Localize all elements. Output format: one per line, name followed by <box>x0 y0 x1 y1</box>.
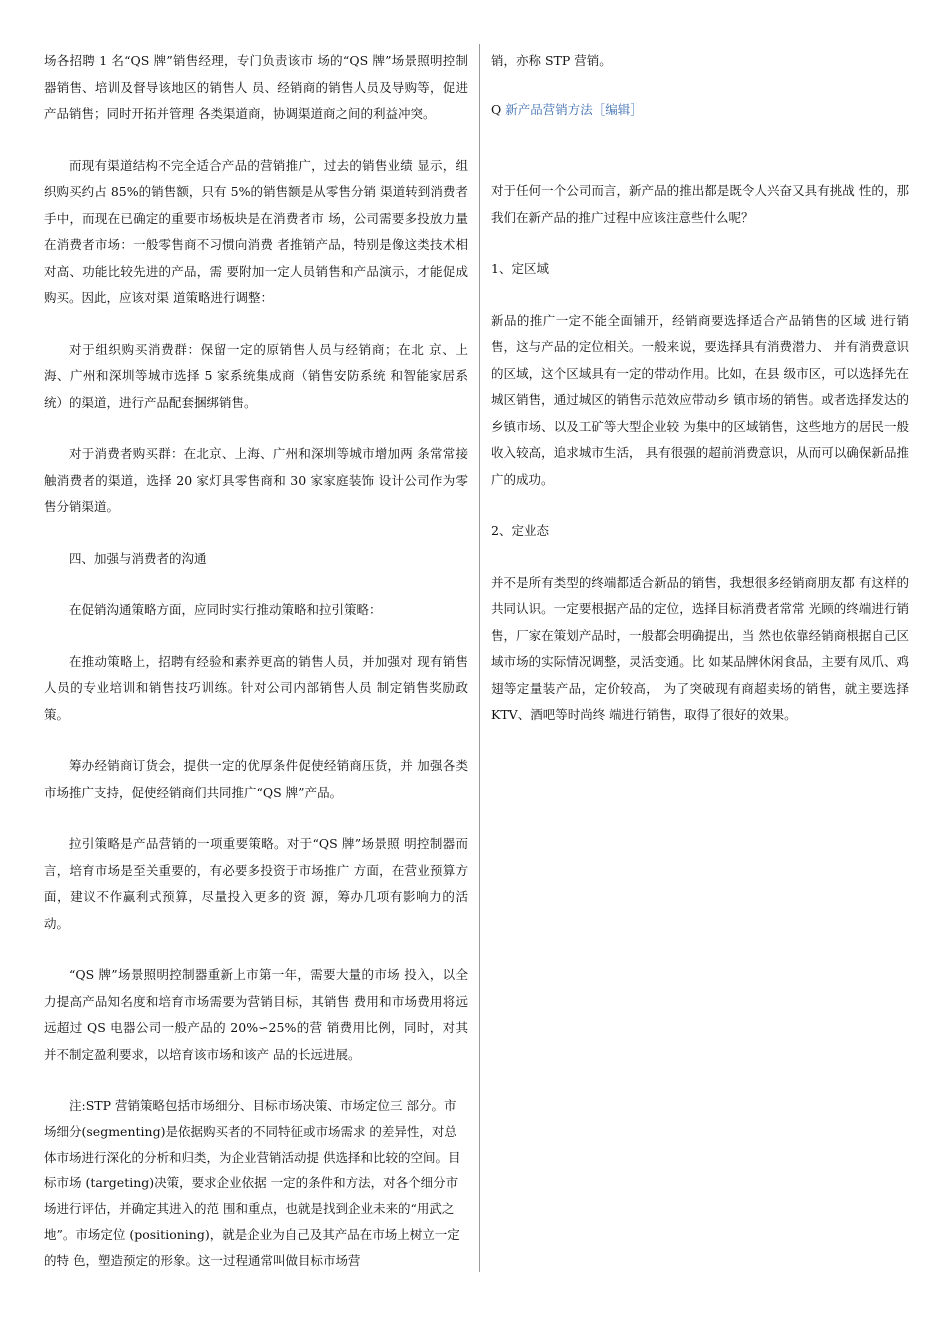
paragraph: 对于组织购买消费群：保留一定的原销售人员与经销商；在北 京、上海、广州和深圳等城市选择 5 家系统集成商（销售安防系统 和智能家居系统）的渠道，进行产品配套捆绑销售。 <box>44 341 468 410</box>
section-heading: 四、加强与消费者的沟通 <box>69 550 207 566</box>
paragraph: 筹办经销商订货会，提供一定的优厚条件促使经销商压货，并 加强各类市场推广支持，促使经销商们共同推广“QS 牌”产品。 <box>44 758 468 800</box>
paragraph: 对于消费者购买群：在北京、上海、广州和深圳等城市增加两 条常常接触消费者的渠道，选择 20 家灯具零售商和 30 家家庭装饰 设计公司作为零售分销渠道。 <box>44 446 468 514</box>
paragraph: “QS 牌”场景照明控制器重新上市第一年，需要大量的市场 投入，以全力提高产品知名度和培育市场需要为营销目标，其销售 费用和市场费用将远远超过 QS 电器公司一般产品的 20%∽25%的营 销费用比例，同时，对其并不制定盈利要求，以培育该市场和该产 品的长远进展。 <box>44 967 468 1062</box>
paragraph: 并不是所有类型的终端都适合新品的销售，我想很多经销商朋友都 有这样的共同认识。一定要根据产品的定位，选择目标消费者常常 光顾的终端进行销售，厂家在策划产品时，一般都会明确提出，当 然也依靠经销商根据自己区域市场的实际情况调整，灵活变通。比 如某品牌休闲食品，主要有凤爪、鸡翅等定量装产品，定价较高， 为了突破现有商超卖场的销售，就主要选择 KTV、酒吧等时尚终 端进行销售，取得了很好的效果。 <box>491 574 909 722</box>
column-divider <box>479 44 480 1272</box>
paragraph: 场各招聘 1 名“QS 牌”销售经理，专门负责该市 场的“QS 牌”场景照明控制器销售、培训及督导该地区的销售人 员、经销商的销售人员及导购等，促进产品销售；同时开拓并管理 各类渠道商，协调渠道商之间的利益冲突。 <box>44 53 468 121</box>
section-heading <box>491 97 909 124</box>
right-column <box>491 48 909 729</box>
edit-section-link[interactable]: 新产品营销方法［编辑］ <box>505 101 643 117</box>
paragraph: 在推动策略上，招聘有经验和素养更高的销售人员，并加强对 现有销售人员的专业培训和销售技巧训练。针对公司内部销售人员 制定销售奖励政策。 <box>44 653 468 722</box>
paragraph: 销，亦称 STP 营销。 <box>491 53 612 68</box>
subheading: 1、定区域 <box>491 261 549 276</box>
note-paragraph: 注:STP 营销策略包括市场细分、目标市场决策、市场定位三 部分。市场细分(segmenting)是依据购买者的不同特征或市场需求 的差异性，对总体市场进行深化的分析和归类，为企业营销活动提 供选择和比较的空间。目标市场 (targeting)决策，要求企业依据 一定的条件和方法，对各个细分市场进行评估，并确定其进入的范 围和重点，也就是找到企业未来的“用武之地”。市场定位 (positioning)，就是企业为自己及其产品在市场上树立一定的特 色，塑造预定的形象。这一过程通常叫做目标市场营 <box>44 1098 461 1268</box>
heading-prefix: Q <box>491 101 506 117</box>
subheading: 2、定业态 <box>491 523 549 538</box>
paragraph: 拉引策略是产品营销的一项重要策略。对于“QS 牌”场景照 明控制器而言，培育市场是至关重要的，有必要多投资于市场推广 方面，在营业预算方面，建议不作赢利式预算，尽量投入更多的资 源，筹办几项有影响力的活动。 <box>44 836 468 931</box>
paragraph: 对于任何一个公司而言，新产品的推出都是既令人兴奋又具有挑战 性的，那我们在新产品的推广过程中应该注意些什么呢？ <box>491 183 909 225</box>
paragraph: 而现有渠道结构不完全适合产品的营销推广，过去的销售业绩 显示，组织购买约占 85%的销售额，只有 5%的销售额是从零售分销 渠道转到消费者手中，而现在已确定的重要市场板块是在消费者市 场，公司需要多投放力量在消费者市场：一般零售商不习惯向消费 者推销产品，特别是像这类技术相对高、功能比较先进的产品，需 要附加一定人员销售和产品演示，才能促成购买。因此，应该对渠 道策略进行调整： <box>44 157 468 305</box>
paragraph: 新品的推广一定不能全面铺开，经销商要选择适合产品销售的区域 进行销售，这与产品的定位相关。一般来说，要选择具有消费潜力、 并有消费意识的区域，这个区域具有一定的带动作用。比如，在县 级市区，可以选择先在城区销售，通过城区的销售示范效应带动乡 镇市场的销售。或者选择发达的乡镇市场、以及工矿等大型企业较 为集中的区域销售，这些地方的居民一般收入较高，追求城市生活， 具有很强的超前消费意识，从而可以确保新品推广的成功。 <box>491 312 909 487</box>
left-column <box>44 48 468 1274</box>
paragraph: 在促销沟通策略方面，应同时实行推动策略和拉引策略： <box>69 602 382 617</box>
